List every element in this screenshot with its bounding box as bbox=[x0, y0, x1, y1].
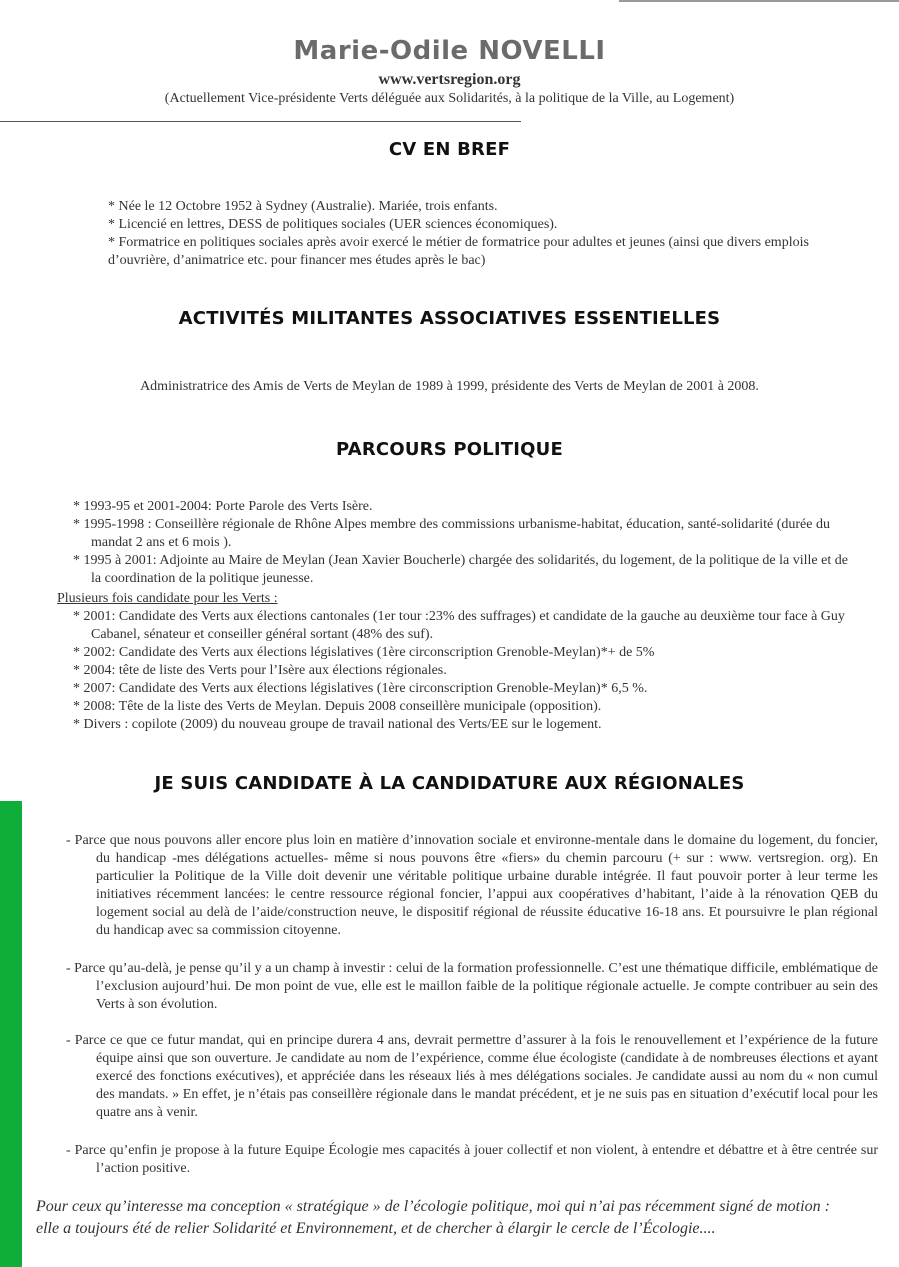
candidature-heading: JE SUIS CANDIDATE À LA CANDIDATURE AUX RÉGIONALES bbox=[154, 773, 745, 794]
candidature-item: * 2002: Candidate des Verts aux élections législatives (1ère circonscription Grenoble-Meylan)*+ de 5% bbox=[73, 645, 655, 660]
cv-item: * Formatrice en politiques sociales après avoir exercé le métier de formatrice pour adultes et jeunes (ainsi que divers emplois d’ouvrière, d’animatrice etc. pour financer mes études après le bac) bbox=[108, 235, 809, 268]
candidature-item: * Divers : copilote (2009) du nouveau groupe de travail national des Verts/EE sur le logement. bbox=[73, 717, 602, 732]
parcours-item: * 1995 à 2001: Adjointe au Maire de Meylan (Jean Xavier Boucherle) chargée des solidarités, du logement, de la politique de la ville et de la coordination de la politique jeunesse. bbox=[73, 553, 848, 586]
candidate-name: Marie-Odile NOVELLI bbox=[293, 36, 606, 66]
candidature-item: * 2007: Candidate des Verts aux élections législatives (1ère circonscription Grenoble-Meylan)* 6,5 %. bbox=[73, 681, 648, 696]
green-side-bar bbox=[0, 801, 22, 1267]
activites-text: Administratrice des Amis de Verts de Meylan de 1989 à 1999, présidente des Verts de Meylan de 2001 à 2008. bbox=[140, 379, 759, 394]
cv-heading: CV EN BREF bbox=[388, 139, 511, 160]
website-link[interactable]: www.vertsregion.org bbox=[378, 71, 521, 88]
top-divider bbox=[619, 0, 899, 2]
candidature-paragraph: - Parce qu’au-delà, je pense qu’il y a un champ à investir : celui de la formation professionnelle. C’est une thématique difficile, emblématique de l’exclusion aujourd’hui. De mon point de vue, elle est le maillon faible de la politique régionale actuelle. Je compte contribuer au sein des Verts à son évolution. bbox=[66, 961, 878, 1012]
activites-heading: ACTIVITÉS MILITANTES ASSOCIATIVES ESSENTIELLES bbox=[178, 308, 721, 329]
parcours-item: * 1993-95 et 2001-2004: Porte Parole des Verts Isère. bbox=[73, 499, 373, 514]
cv-item: * Licencié en lettres, DESS de politiques sociales (UER sciences économiques). bbox=[108, 217, 558, 232]
candidature-paragraph: - Parce qu’enfin je propose à la future Equipe Écologie mes capacités à jouer collectif et non violent, à entendre et débattre et à être centrée sur l’action positive. bbox=[66, 1143, 878, 1176]
candidature-item: * 2004: tête de liste des Verts pour l’Isère aux élections régionales. bbox=[73, 663, 447, 678]
current-position: (Actuellement Vice-présidente Verts déléguée aux Solidarités, à la politique de la Ville, au Logement) bbox=[164, 91, 735, 106]
candidature-item: * 2008: Tête de la liste des Verts de Meylan. Depuis 2008 conseillère municipale (opposition). bbox=[73, 699, 602, 714]
parcours-item: * 1995-1998 : Conseillère régionale de Rhône Alpes membre des commissions urbanisme-habitat, éducation, santé-solidarité (durée du mandat 2 ans et 6 mois ). bbox=[73, 517, 830, 550]
cv-list bbox=[108, 198, 848, 270]
cv-item: * Née le 12 Octobre 1952 à Sydney (Australie). Mariée, trois enfants. bbox=[108, 199, 498, 214]
closing-statement: Pour ceux qu’interesse ma conception « stratégique » de l’écologie politique, moi qui n’ai pas récemment signé de motion : elle a toujours été de relier Solidarité et Environnement, et de chercher à élargir le cercle de l’Écologie.... bbox=[36, 1198, 830, 1237]
parcours-heading: PARCOURS POLITIQUE bbox=[335, 439, 563, 460]
parcours-list bbox=[73, 498, 849, 588]
candidatures-list bbox=[73, 608, 849, 734]
candidature-item: * 2001: Candidate des Verts aux élections cantonales (1er tour :23% des suffrages) et candidate de la gauche au deuxième tour face à Guy Cabanel, sénateur et conseiller général sortant (48% des suf). bbox=[73, 609, 845, 642]
header-divider bbox=[0, 121, 521, 122]
candidature-paragraph: - Parce ce que ce futur mandat, qui en principe durera 4 ans, devrait permettre d’assurer à la fois le renouvellement et l’expérience de la future équipe ainsi que son ouverture. Je candidate au nom de l’expérience, comme élue écologiste (candidate à de nombreuses élections et ayant exercé des fonctions exécutives), et appréciée dans les réseaux liés à mes délégations sociales. Je candidate aussi au nom du « non cumul des mandats. » En effet, je n’étais pas conseillère régionale dans le mandat précédent, et je ne suis pas en situation d’exécutif local pour les quatre ans à venir. bbox=[66, 1033, 878, 1120]
candidature-paragraph: - Parce que nous pouvons aller encore plus loin en matière d’innovation sociale et environne-mentale dans le domaine du logement, du foncier, du handicap -mes délégations actuelles- même si nous pouvons être «fiers» du chemin parcouru (+ sur : www. vertsregion. org). En particulier la Politique de la Ville doit devenir une véritable politique urbaine durable intégrée. Il faut pouvoir porter à leur terme les initiatives récemment lancées: le centre ressource régional foncier, l’appui aux coopératives d’habitant, l’aide à la rénovation QEB du logement social au delà de l’aide/construction neuve, le dispositif régional de réussite éducative 16-18 ans. Et poursuivre le plan régional du handicap avec sa commission citoyenne. bbox=[66, 833, 878, 938]
candidatures-subheading: Plusieurs fois candidate pour les Verts : bbox=[57, 591, 278, 606]
